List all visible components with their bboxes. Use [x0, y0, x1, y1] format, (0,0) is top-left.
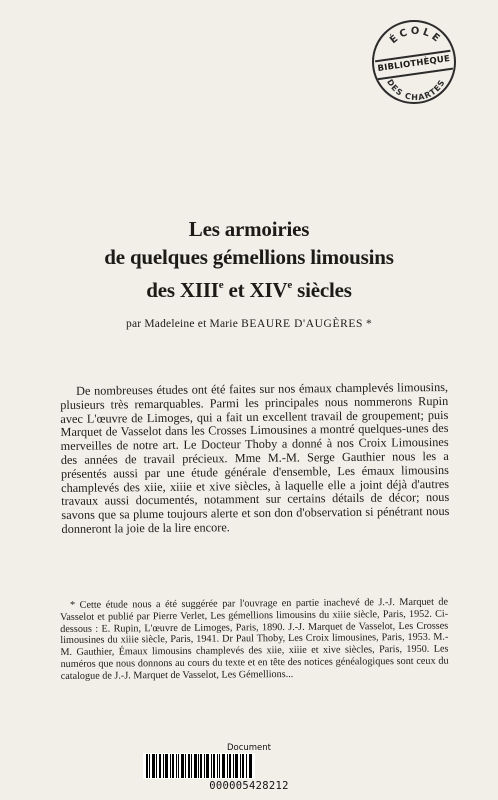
- body-paragraph: [60, 381, 450, 537]
- title-line-3-part: et XIV: [223, 278, 288, 302]
- title-line-1: Les armoiries: [188, 217, 310, 241]
- article-title: [0, 215, 498, 304]
- footnote: [60, 597, 449, 683]
- title-line-3-part: des XIII: [146, 278, 219, 302]
- barcode-number: 000005428212: [209, 780, 289, 792]
- stamp-bottom-text: DES CHARTES: [384, 77, 447, 103]
- svg-text:ÉCOLE: [387, 26, 444, 46]
- body-paragraph-text: De nombreuses études ont été faites sur nos émaux champlevés limousins, plusieurs très remarquables. Parmi les principales nous nommerons Rupin avec L'œuvre de Limoges, qui a fait un excellent travail de groupement; puis Marquet de Vasselot dans les Crosses Limousines a montré quelques-unes des merveilles de notre art. Le Docteur Thoby a donné à nos Croix Limousines des années de travail précieux. Mme M.-M. Serge Gauthier nous les a présentés aussi par une étude générale d'ensemble, Les émaux limousins champlevés des xiie, xiiie et xive siècles, à laquelle elle a joint déjà d'autres travaux aussi documentés, notamment sur certains détails de décor; nous savons que sa plume toujours alerte et son don d'observation si pénétrant nous donneront la joie de la lire encore.: [60, 379, 450, 536]
- title-line-2: de quelques gémellions limousins: [104, 245, 394, 269]
- svg-text:DES CHARTES: [385, 78, 447, 102]
- library-stamp: [372, 20, 456, 104]
- footnote-text: * Cette étude nous a été suggérée par l'ouvrage en partie inachevé de J.-J. Marquet de Vasselot et publié par Pierre Verlet, Les gémellions limousins du xiiie siècle, Paris, 1952. Ci-dessous : E. Rupin, L'œuvre de Limoges, Paris, 1890. J.-J. Marquet de Vasselot, Les Crosses limousines du xiiie siècle, Paris, 1941. Dr Paul Thoby, Les Croix limousines, Paris, 1953. M.-M. Gauthier, Émaux limousins champlevés des xiie, xiiie et xive siècles, Paris, 1950. Les numéros que nous donnons au cours du texte et en tête des notices généalogiques sont ceux du catalogue de J.-J. Marquet de Vasselot, Les Gémellions...: [60, 596, 449, 682]
- stamp-band: BIBLIOTHÈQUE: [375, 50, 453, 80]
- author-line: [0, 318, 498, 330]
- barcode-image: [143, 753, 255, 779]
- stamp-top-text: ÉCOLE: [388, 25, 444, 47]
- footnote-mark: *: [362, 318, 372, 330]
- author-name: BEAURE D'AUGÈRES: [241, 318, 363, 330]
- author-prefix: par Madeleine et Marie: [126, 318, 238, 330]
- title-line-3-part: siècles: [292, 278, 352, 302]
- barcode-label: Document: [226, 743, 272, 753]
- title-superscript: e: [287, 279, 293, 291]
- title-superscript: e: [218, 279, 224, 291]
- title-line-3: [0, 271, 498, 304]
